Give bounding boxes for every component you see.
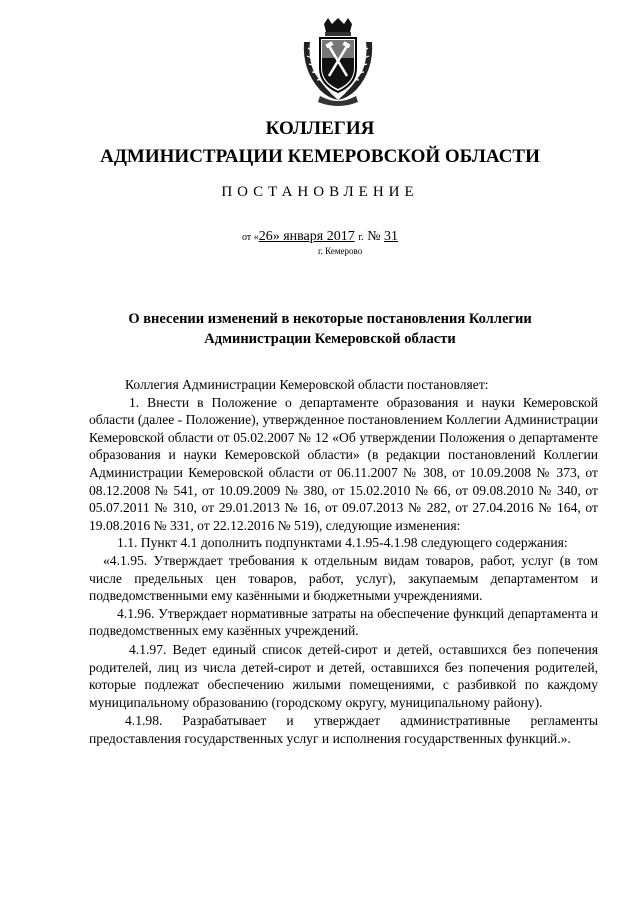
document-dateline (0, 229, 640, 245)
date-prefix: от « (241, 232, 259, 243)
organization-title-line2: АДМИНИСТРАЦИИ КЕМЕРОВСКОЙ ОБЛАСТИ (100, 146, 540, 167)
body-paragraph: Коллегия Администрации Кемеровской области постановляет: (125, 377, 489, 392)
document-type: ПОСТАНОВЛЕНИЕ (221, 184, 419, 200)
date-year-suffix: г. (358, 232, 364, 243)
document-body (89, 376, 598, 747)
document-city: г. Кемерово (318, 246, 363, 256)
body-paragraph: 4.1.96. Утверждает нормативные затраты на обеспечение функций департамента и подведомственных ему казённых учреждений. (89, 605, 598, 639)
date-day: 26 (258, 229, 273, 244)
body-paragraph: 4.1.97. Ведет единый список детей-сирот и детей, оставшихся без попечения родителей, лиц из числа детей-сирот и детей, оставшихся без попечения родителей, которые подлежат обеспечению жилыми помещениями, с разбивкой по каждому муниципальному образованию (городскому округу, муниципальному району). (89, 641, 598, 710)
body-paragraph: 1. Внести в Положение о департаменте образования и науки Кемеровской области (далее - Положение), утвержденное постановлением Коллегии Администрации Кемеровской области от 05.02.2007 № 12 «Об утверждении Положения о департаменте образования и науки Кемеровской области» (в редакции постановлений Коллегии Администрации Кемеровской области от 06.11.2007 № 308, от 10.09.2008 № 373, от 08.12.2008 № 541, от 10.09.2009 № 380, от 15.02.2010 № 66, от 09.08.2010 № 340, от 05.07.2011 № 310, от 29.01.2013 № 16, от 09.07.2013 № 282, от 27.04.2016 № 164, от 19.08.2016 № 331, от 22.12.2016 № 519), следующие изменения: (89, 394, 599, 533)
body-paragraph: «4.1.95. Утверждает требования к отдельным видам товаров, работ, услуг (в том числе предельных цен товаров, работ, услуг), закупаемым департаментом и подведомственными ему казёнными и бюджетными учреждениями. (89, 552, 598, 604)
number-label: № (367, 229, 381, 244)
document-number: 31 (384, 229, 399, 244)
body-paragraph: 4.1.98. Разрабатывает и утверждает административные регламенты предоставления государственных услуг и исполнения государственных функций.». (89, 713, 598, 746)
body-paragraph: 1.1. Пункт 4.1 дополнить подпунктами 4.1.95-4.1.98 следующего содержания: (117, 535, 568, 551)
organization-title-line1: КОЛЛЕГИЯ (265, 118, 375, 139)
document-subject: О внесении изменений в некоторые постановления Коллегии Администрации Кемеровской области (128, 311, 532, 347)
coat-of-arms-emblem (298, 18, 378, 108)
date-month-year: » января 2017 (272, 229, 355, 244)
